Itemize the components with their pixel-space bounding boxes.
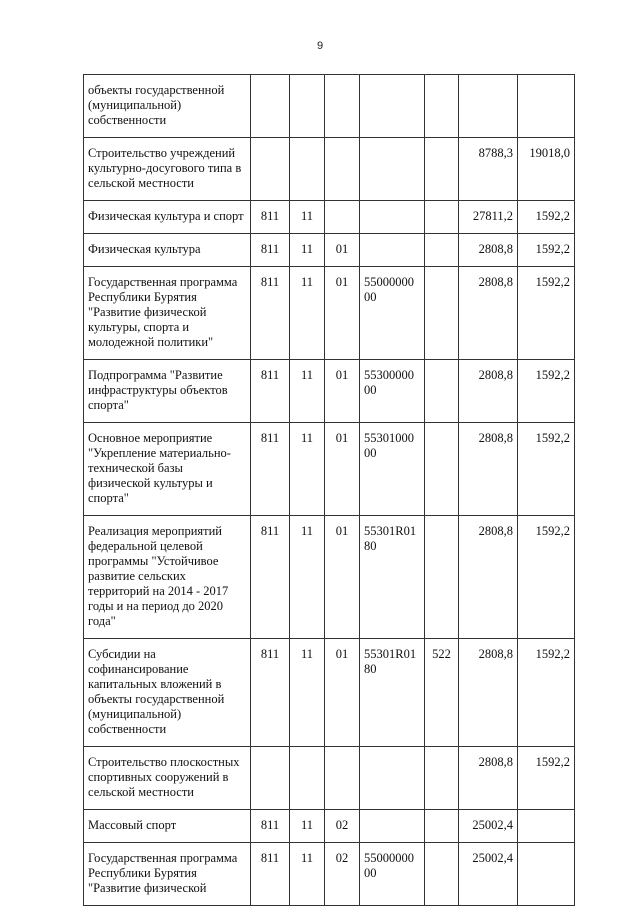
table-row bbox=[84, 516, 575, 639]
row-name-cell: Государственная программа Республики Бурятия "Развитие физической культуры, спорта и молодежной политики" bbox=[84, 267, 251, 360]
row-name-cell: Субсидии на софинансирование капитальных вложений в объекты государственной (муниципальной) собственности bbox=[84, 639, 251, 747]
row-amount-2-cell: 1592,2 bbox=[518, 747, 575, 810]
row-subsection-cell: 01 bbox=[325, 639, 360, 747]
row-section-cell: 11 bbox=[290, 516, 325, 639]
row-section-cell: 11 bbox=[290, 639, 325, 747]
row-amount-1-cell bbox=[459, 75, 518, 138]
row-name-cell: Подпрограмма "Развитие инфраструктуры объектов спорта" bbox=[84, 360, 251, 423]
row-amount-1-cell: 27811,2 bbox=[459, 201, 518, 234]
row-subsection-cell: 01 bbox=[325, 516, 360, 639]
row-ved-cell: 811 bbox=[251, 843, 290, 906]
table-row bbox=[84, 810, 575, 843]
row-target-article-cell: 5500000000 bbox=[360, 267, 425, 360]
row-section-cell: 11 bbox=[290, 360, 325, 423]
row-section-cell: 11 bbox=[290, 201, 325, 234]
row-ved-cell: 811 bbox=[251, 267, 290, 360]
row-amount-1-cell: 2808,8 bbox=[459, 360, 518, 423]
row-amount-1-cell: 25002,4 bbox=[459, 843, 518, 906]
row-name-cell: Массовый спорт bbox=[84, 810, 251, 843]
row-ved-cell: 811 bbox=[251, 516, 290, 639]
row-expense-type-cell bbox=[425, 267, 459, 360]
row-subsection-cell: 02 bbox=[325, 810, 360, 843]
row-ved-cell: 811 bbox=[251, 201, 290, 234]
row-ved-cell: 811 bbox=[251, 810, 290, 843]
row-name-cell: Физическая культура bbox=[84, 234, 251, 267]
row-expense-type-cell bbox=[425, 360, 459, 423]
row-subsection-cell: 01 bbox=[325, 267, 360, 360]
row-ved-cell: 811 bbox=[251, 423, 290, 516]
row-ved-cell bbox=[251, 75, 290, 138]
row-ved-cell: 811 bbox=[251, 234, 290, 267]
row-amount-2-cell bbox=[518, 75, 575, 138]
row-target-article-cell bbox=[360, 201, 425, 234]
row-target-article-cell: 5530100000 bbox=[360, 423, 425, 516]
row-amount-2-cell: 1592,2 bbox=[518, 201, 575, 234]
row-amount-1-cell: 2808,8 bbox=[459, 516, 518, 639]
row-section-cell bbox=[290, 747, 325, 810]
row-target-article-cell bbox=[360, 747, 425, 810]
row-amount-2-cell: 1592,2 bbox=[518, 639, 575, 747]
page-number: 9 bbox=[316, 40, 324, 52]
table-row bbox=[84, 234, 575, 267]
row-name-cell: Реализация мероприятий федеральной целевой программы "Устойчивое развитие сельских территорий на 2014 - 2017 годы и на период до 2020 года" bbox=[84, 516, 251, 639]
row-section-cell: 11 bbox=[290, 267, 325, 360]
row-subsection-cell bbox=[325, 201, 360, 234]
row-amount-2-cell bbox=[518, 843, 575, 906]
row-expense-type-cell bbox=[425, 75, 459, 138]
row-name-cell: Основное мероприятие "Укрепление материально-технической базы физической культуры и спорта" bbox=[84, 423, 251, 516]
row-subsection-cell bbox=[325, 747, 360, 810]
row-subsection-cell: 01 bbox=[325, 360, 360, 423]
table-row bbox=[84, 267, 575, 360]
row-section-cell: 11 bbox=[290, 810, 325, 843]
row-target-article-cell: 55301R0180 bbox=[360, 639, 425, 747]
row-section-cell: 11 bbox=[290, 423, 325, 516]
table-row bbox=[84, 360, 575, 423]
row-subsection-cell: 02 bbox=[325, 843, 360, 906]
table-row bbox=[84, 423, 575, 516]
row-expense-type-cell bbox=[425, 201, 459, 234]
row-expense-type-cell bbox=[425, 423, 459, 516]
row-amount-1-cell: 2808,8 bbox=[459, 747, 518, 810]
table-row bbox=[84, 639, 575, 747]
row-expense-type-cell bbox=[425, 234, 459, 267]
row-amount-1-cell: 2808,8 bbox=[459, 639, 518, 747]
budget-table bbox=[83, 74, 575, 906]
row-amount-2-cell: 1592,2 bbox=[518, 234, 575, 267]
row-expense-type-cell: 522 bbox=[425, 639, 459, 747]
row-target-article-cell bbox=[360, 138, 425, 201]
row-amount-1-cell: 2808,8 bbox=[459, 234, 518, 267]
row-ved-cell bbox=[251, 138, 290, 201]
row-ved-cell bbox=[251, 747, 290, 810]
row-amount-1-cell: 2808,8 bbox=[459, 423, 518, 516]
row-target-article-cell: 5500000000 bbox=[360, 843, 425, 906]
row-expense-type-cell bbox=[425, 747, 459, 810]
row-section-cell: 11 bbox=[290, 843, 325, 906]
table-row bbox=[84, 747, 575, 810]
table-row bbox=[84, 201, 575, 234]
row-name-cell: объекты государственной (муниципальной) собственности bbox=[84, 75, 251, 138]
row-amount-2-cell: 1592,2 bbox=[518, 267, 575, 360]
row-amount-1-cell: 2808,8 bbox=[459, 267, 518, 360]
row-amount-1-cell: 8788,3 bbox=[459, 138, 518, 201]
row-subsection-cell bbox=[325, 138, 360, 201]
row-subsection-cell: 01 bbox=[325, 234, 360, 267]
row-section-cell: 11 bbox=[290, 234, 325, 267]
row-target-article-cell bbox=[360, 810, 425, 843]
row-amount-2-cell: 1592,2 bbox=[518, 516, 575, 639]
table-row bbox=[84, 843, 575, 906]
row-target-article-cell bbox=[360, 75, 425, 138]
row-name-cell: Государственная программа Республики Бурятия "Развитие физической bbox=[84, 843, 251, 906]
row-subsection-cell bbox=[325, 75, 360, 138]
row-ved-cell: 811 bbox=[251, 639, 290, 747]
row-target-article-cell bbox=[360, 234, 425, 267]
row-expense-type-cell bbox=[425, 843, 459, 906]
row-expense-type-cell bbox=[425, 516, 459, 639]
row-expense-type-cell bbox=[425, 138, 459, 201]
row-target-article-cell: 55301R0180 bbox=[360, 516, 425, 639]
row-section-cell bbox=[290, 75, 325, 138]
row-name-cell: Физическая культура и спорт bbox=[84, 201, 251, 234]
row-target-article-cell: 5530000000 bbox=[360, 360, 425, 423]
row-section-cell bbox=[290, 138, 325, 201]
row-amount-2-cell bbox=[518, 810, 575, 843]
table-row bbox=[84, 138, 575, 201]
row-amount-2-cell: 1592,2 bbox=[518, 360, 575, 423]
row-ved-cell: 811 bbox=[251, 360, 290, 423]
table-row bbox=[84, 75, 575, 138]
row-amount-1-cell: 25002,4 bbox=[459, 810, 518, 843]
row-name-cell: Строительство плоскостных спортивных сооружений в сельской местности bbox=[84, 747, 251, 810]
row-name-cell: Строительство учреждений культурно-досугового типа в сельской местности bbox=[84, 138, 251, 201]
row-amount-2-cell: 1592,2 bbox=[518, 423, 575, 516]
row-expense-type-cell bbox=[425, 810, 459, 843]
row-subsection-cell: 01 bbox=[325, 423, 360, 516]
budget-table-body bbox=[84, 75, 575, 906]
row-amount-2-cell: 19018,0 bbox=[518, 138, 575, 201]
